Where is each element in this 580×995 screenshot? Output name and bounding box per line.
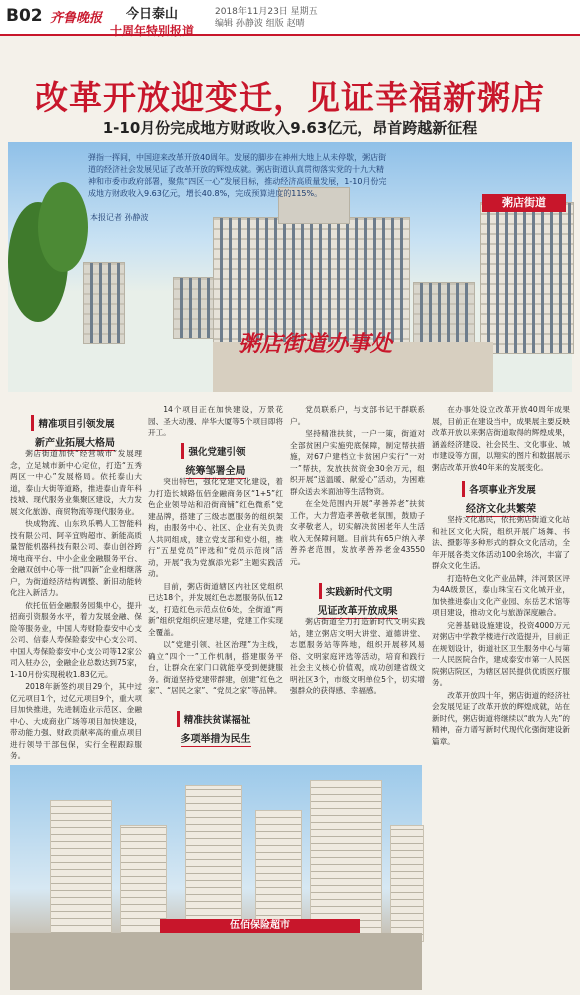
newspaper-logo: 齐鲁晚报 xyxy=(50,11,103,26)
residential-tower xyxy=(310,780,382,942)
section-heading-line2: 统筹邹署全局 xyxy=(186,462,246,479)
paragraph: 2018年新签约项目29个，其中过亿元项目1个，过亿元项目9个，重大项目加快推进，先进制造业示范区、金融中心、大成商业广场等项目加快建设，带动能力强、财政贡献率高的重点项目进行领导干部包保，实行全程跟踪服务。 xyxy=(10,682,142,760)
residential-tower xyxy=(255,810,302,937)
paragraph: 以“党建引领、社区治理”为主线，确立“四个一”工作机制，搭建服务平台，让群众在家门口就能享受到便捷服务。街道坚持党建带群建，创建“红色之家”、“居民之家”、“党员之家”等品牌。 xyxy=(148,640,283,695)
section-heading-line1: 强化党建引领 xyxy=(181,443,249,459)
paragraph: 党员联系户，与支部书记干群联系户。 xyxy=(290,405,425,426)
article-column-2b xyxy=(148,476,283,701)
column-subtitle: 十周年特别报道 xyxy=(110,24,195,38)
section-heading-line2: 新产业拓展大格局 xyxy=(35,434,115,451)
page-subheadline: 1-10月份完成地方财政收入9.63亿元，昂首跨越新征程 xyxy=(102,119,478,137)
paragraph: 打造特色文化产业品牌，泮河景区评为4A级景区，泰山珠宝石文化城开业，加快推进泰山文化产业园、东岳艺术馆等项目建设，推动文化与旅游深度融合。 xyxy=(432,573,570,617)
section-heading-line2: 经济文化共繁荣 xyxy=(466,500,536,517)
section-heading-3 xyxy=(148,708,283,747)
shop-sign: 伍佰保险超市 xyxy=(160,919,360,933)
paragraph: 粥店街道全力打造新时代文明实践站，建立粥店文明大讲堂、道德讲堂、志愿服务站等阵地，组织开展移风易俗、文明家庭评选等活动，培育和践行社会主义核心价值观，成功创建省级文明社区3个，市级文明单位5个，切实增强群众的获得感、幸福感。 xyxy=(290,617,425,695)
shop-building xyxy=(480,202,574,354)
paragraph: 突出特色，强化党建文化建设，着力打造长城路伍佰金融商务区“1+5”红色企业领导站和沿街商铺“红色微系”党建品牌，搭建了三级志愿服务的组织架构，由服务中心、社区、企业有关负责人共同组成，建立党支部和党小组，推行“五星党员”评选和“党员示范岗”活动，开展“我为党旗添光彩”主题实践活动。 xyxy=(148,477,283,578)
page-number: B02 xyxy=(6,6,43,26)
editors: 编辑 孙静波 组版 赵晴 xyxy=(215,19,305,29)
column-title xyxy=(110,3,194,39)
hero-photo xyxy=(8,142,572,392)
shop-sign: 粥店街道 xyxy=(482,194,566,212)
section-heading-5 xyxy=(432,478,570,517)
page-header xyxy=(0,0,580,36)
paragraph: 14个项目正在加快建设，万景花园、圣大动漫、岸华大厦等5个项目即将开工。 xyxy=(148,405,283,437)
paragraph: 粥店街道加快“经营城市”发展理念，立足城市新中心定位，打造“五秀两区一中心”发展格局。依托泰山大道，泰山大街等道路，推进泰山青年科技城、现代服务业集聚区建设，大力发展文化旅游、商贸物流等现代服务业。 xyxy=(10,449,142,516)
section-heading-line2: 见证改革开放成果 xyxy=(318,602,398,619)
byline: 本报记者 孙静波 xyxy=(90,213,149,222)
tree xyxy=(38,182,88,272)
street-photo xyxy=(10,765,422,990)
paragraph: 在办事处设立改革开放40周年成果展，目前正在建设当中，成果展主要反映改革开放以来粥店街道取得的辉煌成果，涵盖经济建设、社会民生、文化事业、城市建设等方面，以翔实的图片和数据展示粥店改革开放40年来的发展变化。 xyxy=(432,405,570,472)
street-level xyxy=(10,933,422,990)
paragraph: 快成物流、山东玖乐鸭人工智能科技有限公司、阿辛宜购超市、新能高质量智能机器科技有限公司、泰山创谷跨境电商平台、中小企业金融服务平台、金融双创中心等一批“四新”企业相继落户，为街道经济结构调整、新旧动能转化注入新活力。 xyxy=(10,519,142,597)
header-meta xyxy=(215,6,318,30)
section-heading-line1: 实践新时代文明 xyxy=(319,583,397,599)
section-heading-1 xyxy=(10,412,140,451)
page-headline: 改革开放迎变迁，见证幸福新粥店 xyxy=(35,78,545,117)
article-column-2a xyxy=(148,404,283,437)
section-heading-2 xyxy=(148,440,283,479)
paragraph: 改革开放四十年，粥店街道的经济社会发展见证了改革开放的辉煌成就，站在新时代，粥店街道将继续以“敢为人先”的精神，奋力谱写新时代现代化强街建设新篇章。 xyxy=(432,690,570,746)
section-heading-line2: 多项举措为民生 xyxy=(181,730,251,747)
paragraph: 坚持精准扶贫，一户一策，街道对全部贫困户实施兜底保障，制定帮扶措施，对67户建档立卡贫困户实行“一对一”帮扶，发放扶贫资金30余万元，组织开展“送温暖、献爱心”活动，为困难群众送去米面油等生活物资。 xyxy=(290,429,425,496)
paragraph: 坚持文化惠民，依托粥店街道文化站和社区文化大院，组织开展广场舞、书法、摄影等多种形式的群众文化活动，全年开展各类文体活动100余场次，丰富了群众文化生活。 xyxy=(432,515,570,570)
paragraph: 目前，粥店街道辖区内社区党组织已达18个，并发展红色志愿服务队伍12支，打造红色示范点位6处，全街道“两新”组织党组织应建尽建，党建工作实现全覆盖。 xyxy=(148,581,283,637)
office-sign: 粥店街道办事处 xyxy=(238,331,393,357)
article-column-3b xyxy=(290,616,425,756)
article-column-4a xyxy=(432,404,570,474)
paragraph: 完善基础设施建设，投资4000万元对粥店中学教学楼进行改造提升，目前正在规划设计，街道社区卫生服务中心与第一人民医院合作，建成泰安市第一人民医院粥店院区，为辖区居民提供优质医疗服务。 xyxy=(432,620,570,687)
section-heading-4 xyxy=(290,580,425,619)
article-column-1 xyxy=(10,448,142,760)
paragraph: 依托伍佰金融服务园集中心，提升招商引资服务水平，着力发展金融、保险等服务业，中国人寿财险泰安中心支公司、信泰人寿保险泰安中心支公司、中国人寿保险泰安中心支公司等12家公司入驻办公，金融企业总数达到75家，1-10月份实现税收1.83亿元。 xyxy=(10,600,142,679)
lead-paragraph: 弹指一挥间，中国迎来改革开放40周年。发展的脚步在神州大地上从未停歇，粥店街道的经济社会发展见证了改革开放的辉煌成就。粥店街道认真贯彻落实党的十九大精神和市委市政府部署，聚焦“四区一心”发展目标，推动经济高质量发展，1-10月份完成地方财政收入9.63亿元，增长40.8%，完成预算进度的115%。 xyxy=(88,153,387,198)
residential-tower xyxy=(185,785,242,937)
building xyxy=(413,282,475,344)
article-column-4b xyxy=(432,514,570,989)
residential-tower xyxy=(50,800,112,947)
building xyxy=(83,262,125,344)
paragraph: 在全处范围内开展“孝善养老”扶贫工作，大力营造孝善敬老氛围，鼓励子女孝敬老人，切实解决贫困老年人生活收入无保障问题。目前共有65户纳入孝善养老范围，发放孝善养老金43550元。 xyxy=(290,499,425,566)
building xyxy=(173,277,215,339)
article-column-3a xyxy=(290,404,425,574)
column-name: 今日泰山 xyxy=(126,7,179,22)
section-heading-line1: 精准项目引领发展 xyxy=(31,415,118,431)
section-heading-line1: 各项事业齐发展 xyxy=(462,481,540,497)
residential-tower xyxy=(390,825,424,942)
section-heading-line1: 精准扶贫谋福祉 xyxy=(177,711,255,727)
issue-date: 2018年11月23日 星期五 xyxy=(215,7,318,17)
